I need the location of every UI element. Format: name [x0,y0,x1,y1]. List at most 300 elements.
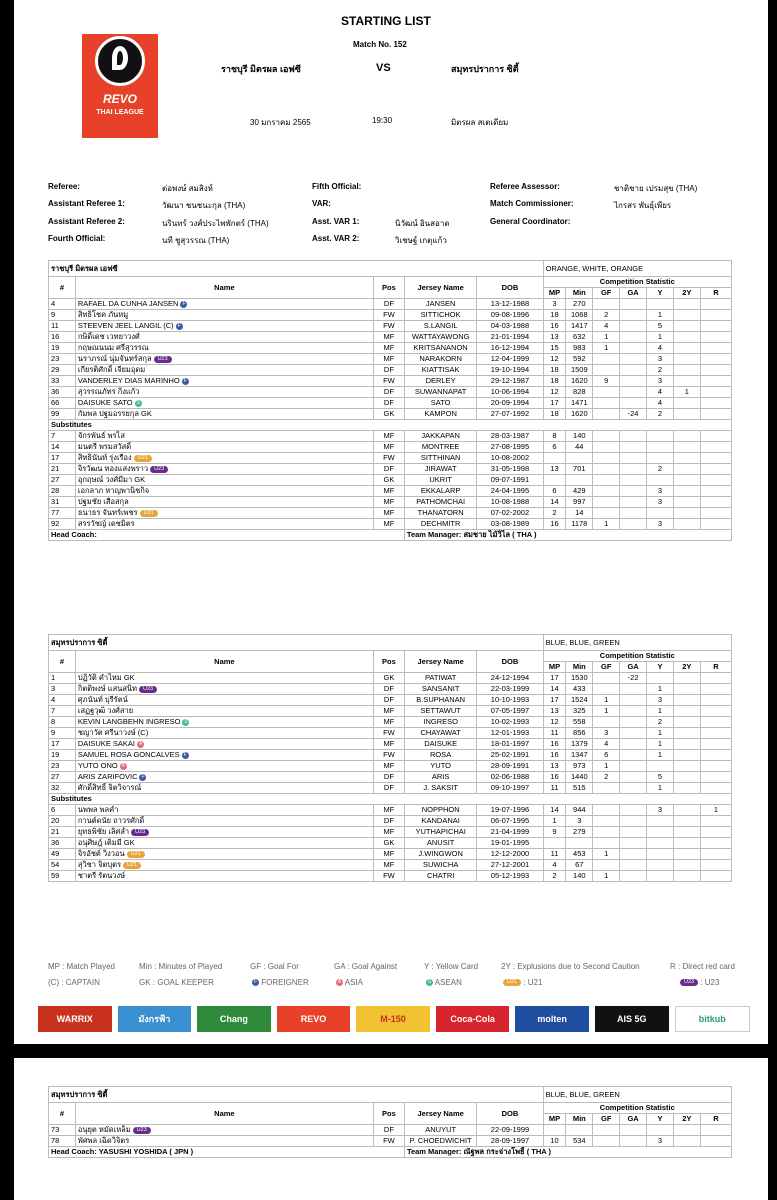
player-row [49,376,732,387]
player-name [75,827,373,838]
player-name [75,332,373,343]
coordinator-label: General Coordinator: [490,217,571,226]
u23-badge-icon: U23 [133,1127,151,1134]
player-ga [620,805,647,816]
player-gf: 1 [593,761,620,772]
player-pos: DF [373,783,404,794]
player-name-text: RAFAEL DA CUNHA JANSEN [77,299,179,308]
player-mp: 16 [543,772,566,783]
u21-badge-icon: U21 [127,851,145,858]
player-row [49,497,732,508]
player-gf [593,453,620,464]
away-team-name: สมุทรปราการ ซิตี้ [451,64,519,74]
player-mp: 1 [543,816,566,827]
player-y2 [673,838,700,849]
player-min: 983 [566,343,593,354]
player-min: 3 [566,816,593,827]
player-ga [620,783,647,794]
player-ga [620,739,647,750]
team-name: ราชบุรี มิตรผล เอฟซี [49,261,544,277]
player-r [700,860,731,871]
player-n: 20 [49,816,76,827]
team-manager-label: Team Manager: [406,1147,462,1156]
col-ga: GA [620,1114,647,1125]
player-pos: MF [373,508,404,519]
player-pos: FW [373,728,404,739]
fifth-official-label: Fifth Official: [312,182,362,191]
player-name-text: สุวรรณภัทร กิ่งแก้ว [77,387,140,396]
player-y2 [673,816,700,827]
legend-u21: U21 [527,978,543,987]
player-n: 77 [49,508,76,519]
player-n: 66 [49,398,76,409]
player-jersey: JANSEN [404,299,476,310]
player-ga [620,332,647,343]
player-y: 4 [647,398,674,409]
legend-captain: (C) : CAPTAIN [48,978,100,987]
player-name-text: นพพล พลค่ำ [77,805,119,814]
foreigner-badge-icon: F [141,773,145,780]
assessor-value: ชาติชาย เปรมสุข (THA) [614,184,698,193]
player-y: 2 [647,717,674,728]
col-ga: GA [620,662,647,673]
home-team-table [48,260,732,541]
asean-badge-icon: S [136,399,140,406]
col-r: R [700,662,731,673]
player-jersey: J. SAKSIT [404,783,476,794]
player-jersey: PATIWAT [404,673,476,684]
col-num: # [49,1103,76,1125]
legend-y: Y : Yellow Card [424,962,479,971]
player-ga [620,398,647,409]
player-name [75,431,373,442]
col-y: Y [647,662,674,673]
player-jersey: SANSANIT [404,684,476,695]
player-dob: 09-08-1996 [477,310,543,321]
player-mp: 6 [543,442,566,453]
player-r [700,486,731,497]
legend-u23: U23 [704,978,720,987]
col-gf: GF [593,288,620,299]
player-name [75,453,373,464]
player-row [49,475,732,486]
player-name-text: SAMUEL ROSA GONCALVES [77,750,180,759]
player-dob: 04-03-1988 [477,321,543,332]
player-name [75,497,373,508]
player-min: 1440 [566,772,593,783]
player-dob: 25-02-1991 [477,750,543,761]
player-row [49,453,732,464]
legend-foreigner: FOREIGNER [261,978,309,987]
player-r [700,376,731,387]
player-y: 3 [647,486,674,497]
player-r [700,398,731,409]
player-name-text: อนุยุต หมัดเหล็ม [77,1125,131,1134]
player-pos: MF [373,332,404,343]
player-gf: 4 [593,739,620,750]
player-y2 [673,497,700,508]
col-name: Name [75,1103,373,1125]
legend-asean: ASEAN [434,978,462,987]
player-name-text: ศักดิ์สิทธิ์ จิตวิจารณ์ [77,783,142,792]
player-dob: 12-04-1999 [477,354,543,365]
player-r [700,849,731,860]
head-coach [49,530,405,541]
player-r [700,387,731,398]
player-y2 [673,871,700,882]
player-y: 3 [647,376,674,387]
player-y2 [673,860,700,871]
player-name-text: ศุภนันท์ บุรีรัตน์ [77,695,128,704]
player-gf [593,717,620,728]
player-y2 [673,695,700,706]
player-dob: 21-01-1994 [477,332,543,343]
player-name-text: ชาตรี รัตนวงษ์ [77,871,126,880]
player-mp: 11 [543,849,566,860]
player-y2 [673,343,700,354]
player-jersey: P. CHOEDWICHIT [404,1136,476,1147]
player-n: 7 [49,431,76,442]
u21-badge-icon: U21 [123,862,141,869]
commissioner-value: ไกรสร พันธุ์เพียร [614,201,672,210]
player-jersey: JAKKAPAN [404,431,476,442]
player-y: 1 [647,706,674,717]
player-n: 23 [49,354,76,365]
legend-mp: MP : Match Played [48,962,115,971]
player-min: 534 [566,1136,593,1147]
player-ga [620,1136,647,1147]
player-dob: 09-07-1991 [477,475,543,486]
col-num: # [49,277,76,299]
player-y: 2 [647,409,674,420]
player-row [49,365,732,376]
player-jersey: ANUSIT [404,838,476,849]
player-jersey: WATTAYAWONG [404,332,476,343]
player-min: 1379 [566,739,593,750]
player-jersey: JIRAWAT [404,464,476,475]
starting-list-page-1: STARTING LIST Match No. 152 ราชบุรี มิตรผล เอฟซี VS สมุทรปราการ ซิตี้ 30 มกราคม 2565 19:30 มิตรผล สเตเดียม REVO THAI LEAGUE Referee: ต่อพงษ์ สมสิงห์ Assistant Referee 1: วัฒนา ชนชนะกุล (THA) Assistant Referee 2: นรินทร์ วงศ์ประไพพักตร์ (THA) Fourth Official: นที ชูสุวรรณ (THA) Fifth Official: VAR: Asst. VAR 1: นิวัฒน์ อินสอาด Asst. VAR 2: วิเชษฐ์ เกตุแก้ว Referee Assessor: ชาติชาย เปรมสุข (THA) Match Commissioner: ไกรสร พันธุ์เพียร General Coordinator: ราชบุรี มิตรผล เอฟซี ORANGE, WHITE, ORANGE # Name Pos Jersey Name DOB Competition Statistic MP Min GF GA Y 2Y R 4 RAFAEL DA CUNHA JANSEN F DF JANSEN 13-12-1988 3 270 9 สิทธิโชค ภันหมู FW SITTICHOK 09-08-1996 18 1068 2 1 11 STEEVEN JEEL LANGIL (C) F FW S.LANGIL 04-03-1988 16 1417 4 5 16 กษิดิ์เดช เวทยาวงศ์ MF WATTAYAWONG 21-01-1994 13 632 1 1 19 กฤษณนนม ศรีสุวรรณ MF KRITSANANON 16-12-1994 15 983 1 4 23 นราภรณ์ นุ่มจันทร์สกุล U23 MF NARAKORN 12-04-1999 12 592 3 29 เกียรติศักดิ์ เจียมอุดม DF KIATTISAK 19-10-1994 18 1509 2 33 VANDERLEY DIAS MARINHO F FW DERLEY 29-12-1987 18 1620 9 3 36 สุวรรณภัทร กิ่งแก้ว DF SUWANNAPAT 10-06-1994 12 828 4 1 66 DAISUKE SATO S DF SATO 20-09-1994 17 1471 4 99 กัมพล ปฐมอรรยกุล GK GK KAMPON 27-07-1992 18 1620 -24 2 Substitutes 7 จักรพันธ์ พรไส MF JAKKAPAN 28-03-1987 8 140 14 มนตรี พรมสวัสดิ์ MF MONTREE 27-08-1995 6 44 17 สิทธินันท์ รุ่งเรือง U21 FW SITTHINAN 10-08-2002 21 จิรวัฒน ทองแสงพราว U23 DF JIRAWAT 31-05-1998 13 701 2 27 อุกฤษณ์ วงศ์มีมา GK GK UKRIT 09-07-1991 28 เอกลาภ หาญพานิชกิจ MF EKKALARP 24-04-1995 6 429 3 31 ปฐมชัย เสือสกุล MF PATHOMCHAI 10-08-1988 14 997 3 77 ธนาธร จันทร์เพชร U21 MF THANATORN 07-02-2002 2 14 92 สรรวัชญ์ เดชมิตร MF DECHMITR 03-08-1989 16 1178 1 3 Head Coach: Team Manager: สมชาย ไม้วิไล ( THA ) สมุทรปราการ ซิตี้ BLUE, BLUE, GREEN # Name Pos Jersey Name DOB Competition Statistic MP Min GF GA Y 2Y R 1 ปฏิวัติ คำไหม GK GK PATIWAT 24-12-1994 17 1530 -22 3 กิตติพงษ์ แสนสนิท U23 DF SANSANIT 22-03-1999 14 433 1 4 ศุภนันท์ บุรีรัตน์ DF B.SUPHANAN 10-10-1993 17 1524 1 3 7 เสฏฐวุฒิ วงศ์สาย MF SETTAWUT 07-05-1997 13 325 1 1 8 KEVIN LANGBEHN INGRESO S MF INGRESO 10-02-1993 12 558 2 9 ชญาวัต ศรีนาวงษ์ (C) FW CHAYAWAT 12-01-1993 11 856 3 1 17 DAISUKE SAKAI A MF DAISUKE 18-01-1997 16 1379 4 1 19 SAMUEL ROSA GONCALVES F FW ROSA 25-02-1991 16 1347 6 1 23 YUTO ONO A MF YUTO 28-09-1991 13 973 1 27 ARIS ZARIFOVIC F DF ARIS 02-06-1988 16 1440 2 5 32 ศักดิ์สิทธิ์ จิตวิจารณ์ DF J. SAKSIT 09-10-1997 11 515 1 Substitutes 6 นพพล พลค่ำ MF NOPPHON 19-07-1996 14 944 3 1 20 กานต์ดนัย ถาวรศักดิ์ DF KANDANAI 06-07-1995 1 3 21 ยุทธพิชัย เลิศล้ำ U23 MF YUTHAPICHAI 21-04-1999 9 279 36 อนุศิษฎ์ เติมมี GK GK ANUSIT 19-01-1995 49 จิรอัชต์ วิงวอน U21 MF J.WINGWON 12-12-2000 11 453 1 54 สุวิชา จิตบุตร U21 MF SUWICHA 27-12-2001 4 67 59 ชาตรี รัตนวงษ์ FW CHATRI 05-12-1993 2 140 1 MP : Match Played Min : Minutes of Played GF : Goal For GA : Goal Against Y : Yellow Card 2Y : Explusions due to Second Caution R : Direct red card (C) : CAPTAIN GK : GOAL KEEPER F FOREIGNER A ASIA S ASEAN U21 : U21 U23 : U23 WARRIX มังกรฟ้า Chang REVO M-150 Coca-Cola molten AIS 5G bitkub [14,0,768,1044]
team-name: สมุทรปราการ ซิตี้ [49,635,544,651]
player-n: 19 [49,343,76,354]
player-name-text: นราภรณ์ นุ่มจันทร์สกุล [77,354,152,363]
player-dob: 09-10-1997 [477,783,543,794]
player-min: 140 [566,871,593,882]
player-jersey: MONTREE [404,442,476,453]
team-colors: ORANGE, WHITE, ORANGE [543,261,731,277]
sponsor-logo-5: Coca-Cola [436,1006,510,1032]
player-row [49,486,732,497]
col-jersey: Jersey Name [404,277,476,299]
player-r [700,321,731,332]
team-header-row [49,261,732,277]
player-ga [620,772,647,783]
player-row [49,750,732,761]
player-ga [620,497,647,508]
player-min: 279 [566,827,593,838]
player-n: 36 [49,387,76,398]
col-y2: 2Y [673,662,700,673]
player-pos: GK [373,838,404,849]
player-dob: 02-06-1988 [477,772,543,783]
player-r [700,772,731,783]
player-min: 1347 [566,750,593,761]
player-min: 944 [566,805,593,816]
player-name [75,706,373,717]
player-n: 59 [49,871,76,882]
player-r [700,871,731,882]
player-y2 [673,1125,700,1136]
player-mp: 17 [543,695,566,706]
player-dob: 19-07-1996 [477,805,543,816]
player-y: 3 [647,497,674,508]
team-header-row [49,1087,732,1103]
player-ga: -22 [620,673,647,684]
player-n: 14 [49,442,76,453]
player-gf [593,475,620,486]
player-name [75,475,373,486]
player-y: 3 [647,1136,674,1147]
player-dob: 12-12-2000 [477,849,543,860]
player-row [49,695,732,706]
player-y2 [673,750,700,761]
player-ga [620,750,647,761]
player-n: 1 [49,673,76,684]
player-y: 2 [647,365,674,376]
player-mp: 15 [543,343,566,354]
player-row [49,673,732,684]
player-mp [543,475,566,486]
player-min [566,1125,593,1136]
player-pos: DF [373,398,404,409]
foreigner-badge-icon: F [183,377,187,384]
player-name-text: ARIS ZARIFOVIC [77,772,138,781]
player-dob: 21-04-1999 [477,827,543,838]
player-row [49,739,732,750]
player-r [700,684,731,695]
player-dob: 10-06-1994 [477,387,543,398]
team-manager-label: Team Manager: [406,530,462,539]
player-row [49,409,732,420]
player-name-text: VANDERLEY DIAS MARINHO [77,376,180,385]
player-jersey: YUTHAPICHAI [404,827,476,838]
col-jersey: Jersey Name [404,651,476,673]
player-dob: 22-03-1999 [477,684,543,695]
player-r [700,750,731,761]
player-gf [593,508,620,519]
u23-badge-icon: U23 [139,686,157,693]
player-y [647,838,674,849]
player-min [566,475,593,486]
player-y [647,816,674,827]
player-min: 67 [566,860,593,871]
player-gf: 2 [593,310,620,321]
player-name [75,519,373,530]
player-r: 1 [700,805,731,816]
team-manager-value: สมชาย ไม้วิไล ( THA ) [461,530,537,539]
player-r [700,706,731,717]
player-y2 [673,772,700,783]
player-mp: 2 [543,871,566,882]
player-pos: MF [373,860,404,871]
player-min: 1620 [566,409,593,420]
player-row [49,717,732,728]
player-gf [593,860,620,871]
player-y2 [673,365,700,376]
col-mp: MP [543,288,566,299]
player-name-text: อนุศิษฎ์ เติมมี GK [77,838,135,847]
player-jersey: KRITSANANON [404,343,476,354]
player-n: 27 [49,772,76,783]
u23-badge-icon: U23 [131,829,149,836]
player-mp: 14 [543,497,566,508]
player-pos: DF [373,464,404,475]
player-name [75,673,373,684]
player-y2 [673,332,700,343]
column-header-row [49,1103,732,1114]
player-dob: 20-09-1994 [477,398,543,409]
player-n: 31 [49,497,76,508]
player-min: 515 [566,783,593,794]
player-name [75,310,373,321]
player-row [49,805,732,816]
u21-badge-icon: U21 [140,510,158,517]
player-n: 8 [49,717,76,728]
player-r [700,310,731,321]
legend-2y: 2Y : Explusions due to Second Caution [501,962,640,971]
player-name [75,838,373,849]
player-r [700,464,731,475]
sponsor-logo-0: WARRIX [38,1006,112,1032]
player-dob: 27-12-2001 [477,860,543,871]
player-row [49,849,732,860]
player-name [75,486,373,497]
player-row [49,387,732,398]
player-gf [593,431,620,442]
player-r [700,431,731,442]
player-pos: MF [373,739,404,750]
col-num: # [49,651,76,673]
player-y2 [673,475,700,486]
col-ga: GA [620,288,647,299]
player-n: 9 [49,728,76,739]
col-y2: 2Y [673,1114,700,1125]
player-jersey: PATHOMCHAI [404,497,476,508]
player-name [75,728,373,739]
player-ga [620,717,647,728]
player-gf [593,816,620,827]
player-gf [593,1125,620,1136]
player-row [49,860,732,871]
player-dob: 10-10-1993 [477,695,543,706]
player-r [700,673,731,684]
player-y: 3 [647,805,674,816]
player-jersey: EKKALARP [404,486,476,497]
player-jersey: KANDANAI [404,816,476,827]
player-jersey: THANATORN [404,508,476,519]
player-ga [620,706,647,717]
player-ga [620,519,647,530]
player-ga [620,1125,647,1136]
player-y: 1 [647,750,674,761]
player-jersey: CHAYAWAT [404,728,476,739]
avar1-value: นิวัฒน์ อินสอาด [395,219,450,228]
player-y2 [673,1136,700,1147]
player-ga [620,354,647,365]
player-gf [593,673,620,684]
player-row [49,1136,732,1147]
col-name: Name [75,651,373,673]
player-y [647,299,674,310]
player-ga [620,849,647,860]
player-dob: 07-02-2002 [477,508,543,519]
player-y2 [673,849,700,860]
player-mp: 13 [543,761,566,772]
col-dob: DOB [477,1103,543,1125]
player-jersey: SUWANNAPAT [404,387,476,398]
player-name [75,783,373,794]
player-y [647,827,674,838]
player-pos: DF [373,695,404,706]
player-pos: DF [373,684,404,695]
player-y: 1 [647,739,674,750]
player-n: 17 [49,453,76,464]
player-y2 [673,464,700,475]
player-mp: 16 [543,750,566,761]
avar1-label: Asst. VAR 1: [312,217,360,226]
player-row [49,332,732,343]
player-min: 325 [566,706,593,717]
player-y: 5 [647,772,674,783]
team-header-row [49,635,732,651]
player-gf [593,409,620,420]
player-n: 9 [49,310,76,321]
player-gf: 1 [593,519,620,530]
player-row [49,1125,732,1136]
player-mp: 10 [543,1136,566,1147]
player-pos: MF [373,354,404,365]
player-jersey: J.WINGWON [404,849,476,860]
col-min: Min [566,1114,593,1125]
player-gf [593,398,620,409]
player-dob: 24-12-1994 [477,673,543,684]
player-jersey: SATO [404,398,476,409]
player-mp: 4 [543,860,566,871]
sponsor-logo-2: Chang [197,1006,271,1032]
player-y [647,1125,674,1136]
head-coach-value: YASUSHI YOSHIDA ( JPN ) [96,1147,194,1156]
player-name-text: ปฐมชัย เสือสกุล [77,497,129,506]
player-row [49,706,732,717]
player-jersey: KAMPON [404,409,476,420]
player-min: 997 [566,497,593,508]
player-mp: 3 [543,299,566,310]
player-n: 19 [49,750,76,761]
player-name-text: กานต์ดนัย ถาวรศักดิ์ [77,816,145,825]
player-dob: 18-01-1997 [477,739,543,750]
player-pos: GK [373,475,404,486]
player-mp: 13 [543,706,566,717]
player-pos: MF [373,486,404,497]
player-jersey: SITTHINAN [404,453,476,464]
player-mp: 2 [543,508,566,519]
player-name [75,376,373,387]
player-y [647,453,674,464]
player-gf: 4 [593,321,620,332]
player-name-text: สิทธิโชค ภันหมู [77,310,129,319]
player-n: 3 [49,684,76,695]
player-gf: 2 [593,772,620,783]
player-min: 1530 [566,673,593,684]
